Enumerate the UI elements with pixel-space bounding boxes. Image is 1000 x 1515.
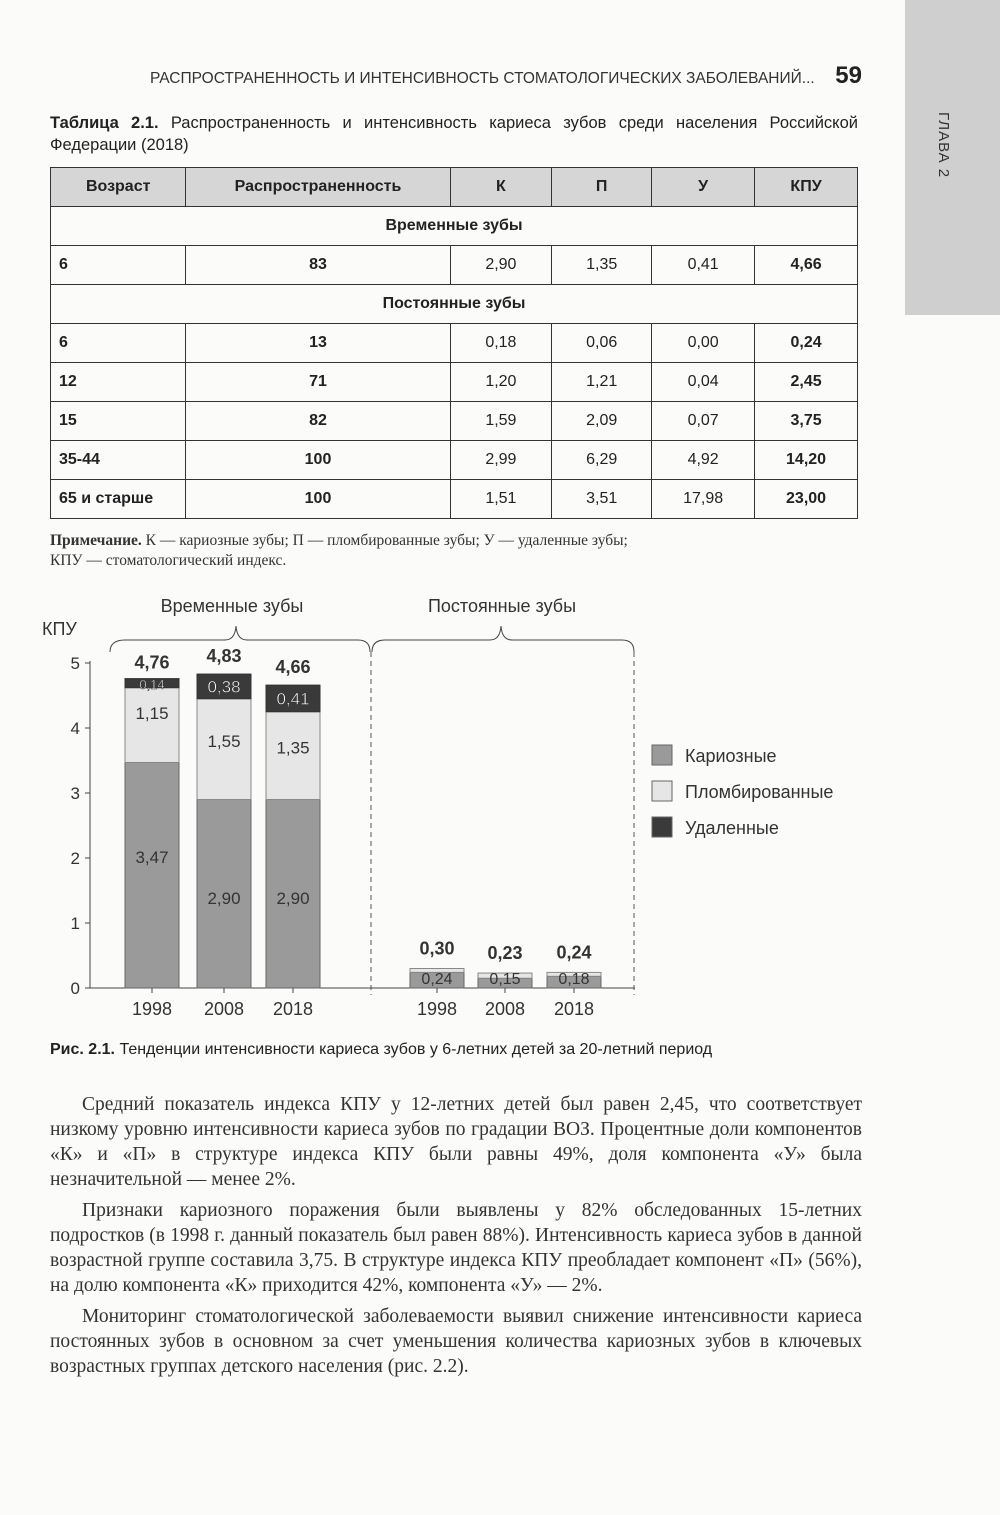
table-cell: 0,07: [652, 402, 755, 441]
table-cell: 6: [51, 246, 186, 285]
table-cell: 3,51: [552, 480, 652, 519]
filled-value-label: 1,15: [135, 704, 169, 724]
table-cell: 2,45: [755, 363, 858, 402]
table-cell: 65 и старше: [51, 480, 186, 519]
page-number: 59: [835, 62, 862, 89]
section-row: [51, 285, 858, 324]
column-header: П: [552, 168, 652, 207]
carious-value-label: 2,90: [207, 888, 241, 908]
y-tick-label: 0: [70, 979, 80, 998]
carious-value-label: 0,18: [558, 971, 590, 988]
table-cell: 35-44: [51, 441, 186, 480]
x-tick-label: 2018: [553, 999, 595, 1019]
table-cell: 0,24: [755, 324, 858, 363]
x-tick-label: 2018: [272, 999, 314, 1019]
carious-value-label: 2,90: [276, 888, 310, 908]
table-cell: 1,20: [450, 363, 552, 402]
table-cell: 2,99: [450, 441, 552, 480]
table-cell: 100: [186, 441, 450, 480]
table-row: [51, 363, 858, 402]
brace-permanent: [372, 626, 634, 652]
legend-label: Кариозные: [685, 746, 777, 766]
table-cell: 4,92: [652, 441, 755, 480]
table-cell: 0,06: [552, 324, 652, 363]
legend-swatch: [652, 745, 672, 765]
total-label: 4,83: [206, 646, 242, 667]
paragraph: Признаки кариозного поражения были выявлены у 82% обследованных 15-летних подростков (в 1998 г. данный показатель был равен 88%). Интенсивность кариеса зубов в данной возрастной группе составила 3,75. В структуре индекса КПУ преобладает компонент «П» (56%), на долю компонента «К» приходится 42%, компонента «У» — 2%.: [50, 1200, 862, 1296]
table-cell: 1,35: [552, 246, 652, 285]
total-label: 0,23: [487, 943, 523, 964]
total-label: 4,66: [275, 657, 311, 678]
legend-swatch: [652, 781, 672, 801]
table-cell: 0,41: [652, 246, 755, 285]
stacked-bar-chart: [40, 590, 880, 1030]
table-cell: 82: [186, 402, 450, 441]
paragraph: Средний показатель индекса КПУ у 12-летних детей был равен 2,45, что соответствует низкому уровню интенсивности кариеса зубов по градации ВОЗ. Процентные доли компонентов «К» и «П» в структуре индекса КПУ были равны 49%, доля компонента «У» была незначительной — менее 2%.: [50, 1094, 862, 1190]
table-cell: 83: [186, 246, 450, 285]
x-tick-label: 2008: [484, 999, 526, 1019]
page-header: [150, 62, 862, 90]
column-header: Возраст: [51, 168, 186, 207]
table-cell: 13: [186, 324, 450, 363]
table-cell: 15: [51, 402, 186, 441]
table-caption-text: Распространенность и интенсивность кариеса зубов среди населения Российской Федерации (2018): [50, 114, 858, 154]
table-cell: 0,00: [652, 324, 755, 363]
table-row: [51, 441, 858, 480]
paragraph: Мониторинг стоматологической заболеваемости выявил снижение интенсивности кариеса постоянных зубов в основном за счет уменьшения количества кариозных зубов в ключевых возрастных группах детского населения (рис. 2.2).: [50, 1306, 862, 1377]
text-block: [50, 1040, 862, 1385]
table-cell: 100: [186, 480, 450, 519]
column-header: К: [450, 168, 552, 207]
table-note: [50, 531, 858, 571]
extracted-value-label: 0,38: [207, 677, 241, 697]
table-cell: 6: [51, 324, 186, 363]
table-cell: 0,18: [450, 324, 552, 363]
carious-value-label: 3,47: [135, 848, 169, 868]
table-row: [51, 402, 858, 441]
column-header: У: [652, 168, 755, 207]
total-label: 4,76: [134, 652, 170, 673]
note-label: Примечание.: [50, 532, 142, 549]
figure-label: Рис. 2.1.: [50, 1041, 115, 1058]
legend-label: Удаленные: [685, 818, 779, 838]
table-cell: 1,21: [552, 363, 652, 402]
table-cell: 2,90: [450, 246, 552, 285]
table-cell: 4,66: [755, 246, 858, 285]
note-line2: КПУ — стоматологический индекс.: [50, 552, 287, 569]
table-row: [51, 480, 858, 519]
table-cell: 23,00: [755, 480, 858, 519]
figure-caption-text: Тенденции интенсивности кариеса зубов у 6-летних детей за 20-летний период: [119, 1041, 713, 1058]
data-table: [50, 167, 858, 519]
table-cell: 1,59: [450, 402, 552, 441]
table-cell: 12: [51, 363, 186, 402]
chapter-tab: [905, 0, 1000, 315]
total-label: 0,30: [419, 938, 455, 959]
table-row: [51, 246, 858, 285]
bar-segment-filled: [125, 688, 179, 763]
x-tick-label: 2008: [203, 999, 245, 1019]
table-cell: 6,29: [552, 441, 652, 480]
table-cell: 1,51: [450, 480, 552, 519]
y-axis-label: КПУ: [42, 619, 77, 639]
table-cell: 17,98: [652, 480, 755, 519]
table-cell: 14,20: [755, 441, 858, 480]
extracted-value-label: 0,14: [139, 677, 165, 693]
body-text: [50, 1092, 862, 1379]
table-cell: 0,04: [652, 363, 755, 402]
group-label: Временные зубы: [160, 596, 304, 616]
legend-swatch: [652, 817, 672, 837]
bar-segment-carious: [125, 762, 179, 988]
table-header-row: [51, 168, 858, 207]
table-block: [50, 112, 858, 571]
table-cell: 71: [186, 363, 450, 402]
table-label: Таблица 2.1.: [50, 114, 159, 132]
y-tick-label: 5: [70, 654, 80, 673]
legend-label: Пломбированные: [685, 782, 834, 802]
note-line1: К — кариозные зубы; П — пломбированные зубы; У — удаленные зубы;: [145, 532, 628, 549]
chapter-tab-label: ГЛАВА 2: [935, 112, 952, 179]
x-tick-label: 1998: [416, 999, 458, 1019]
section-label: Временные зубы: [51, 207, 858, 246]
running-head: РАСПРОСТРАНЕННОСТЬ И ИНТЕНСИВНОСТЬ СТОМАТОЛОГИЧЕСКИХ ЗАБОЛЕВАНИЙ...: [150, 70, 815, 87]
group-label: Постоянные зубы: [427, 596, 577, 616]
carious-value-label: 0,24: [421, 971, 453, 988]
table-cell: 3,75: [755, 402, 858, 441]
x-tick-label: 1998: [131, 999, 173, 1019]
figure-caption: [50, 1040, 862, 1060]
filled-value-label: 1,35: [276, 738, 310, 758]
table-caption: [50, 112, 858, 156]
y-tick-label: 2: [70, 849, 80, 868]
y-tick-label: 1: [70, 914, 80, 933]
section-label: Постоянные зубы: [51, 285, 858, 324]
filled-value-label: 1,55: [207, 732, 241, 752]
carious-value-label: 0,15: [489, 971, 521, 988]
total-label: 0,24: [556, 942, 592, 963]
section-row: [51, 207, 858, 246]
y-tick-label: 3: [70, 784, 80, 803]
table-row: [51, 324, 858, 363]
column-header: КПУ: [755, 168, 858, 207]
column-header: Распространенность: [186, 168, 450, 207]
extracted-value-label: 0,41: [276, 689, 310, 709]
table-cell: 2,09: [552, 402, 652, 441]
y-tick-label: 4: [70, 719, 80, 738]
